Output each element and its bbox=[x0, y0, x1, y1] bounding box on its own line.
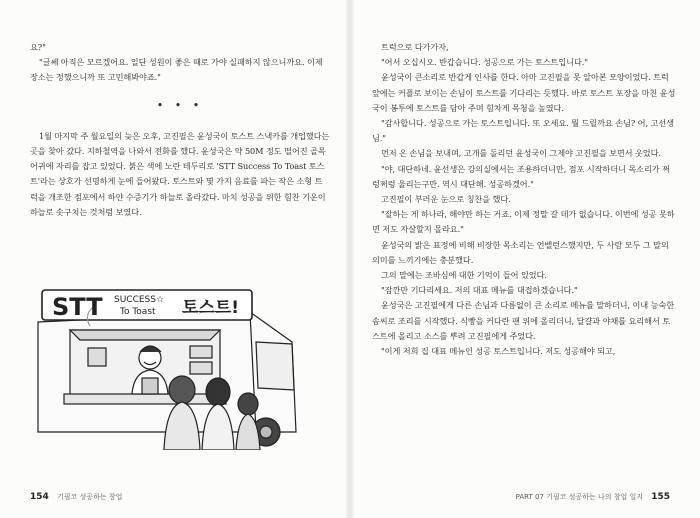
toast-truck-illustration bbox=[30, 282, 300, 450]
right-part-label: PART 07 기필코 성공하는 나의 창업 일지 bbox=[515, 493, 643, 501]
sign-korean: 토스트! bbox=[182, 298, 240, 318]
left-body-paragraph: 1월 마지막 주 월요일의 늦은 오후, 고진필은 윤성국이 토스트 스낵카를 개업했다는 곳을 찾아 갔다. 지하철역을 나와서 전화를 했다. 윤성국은 약 50M 정도 떨어진 골목 어귀에 자리를 잡고 있었다. 붉은 색에 노란 테두리로 'STT Success To Toast 토스트'라는 상호가 선명하게 눈에 들어왔다. 토스트와 몇 가지 음료를 파는 작은 소형 트럭을 개조한 점포에서 하얀 수증기가 하늘로 올라갔다. 마치 성공을 위한 힘찬 기운이 하늘로 솟구치는 것처럼 보였다. bbox=[30, 130, 330, 217]
right-paragraph: 윤성국이 큰소리로 반갑게 인사를 한다. 아마 고진필을 못 알아본 모양이었다. 트럭 앞에는 커플로 보이는 손님이 토스트를 기다리는 듯했다. 바로 토스트 포장을 마친 윤성국이 봉투에 토스트를 담아 주며 힘차게 목청을 높였다. bbox=[372, 72, 676, 113]
sign-success: SUCCESS☆ bbox=[114, 295, 165, 305]
left-running-title: 기필코 성공하는 창업 bbox=[57, 493, 123, 501]
right-paragraph: 그의 말에는 조바심에 대한 기억이 들어 있었다. bbox=[381, 270, 547, 281]
right-paragraph: 먼저 온 손님을 보내며, 고개를 돌리던 윤성국이 그제야 고진필을 보면서 웃었다. bbox=[381, 148, 661, 159]
right-paragraph: "야, 대단하네. 윤선생은 강의실에서는 조용하더니만, 점포 시작하더니 목소리가 쩌렁쩌렁 울리는구만. 역시 대단해. 성공하겠어." bbox=[372, 163, 670, 189]
left-line-1: 요?" bbox=[30, 42, 46, 52]
right-paragraph: 윤성국은 고진필에게 다른 손님과 다름없이 큰 소리로 메뉴를 말하더니, 이내 능숙한 솜씨로 조리를 시작했다. 식빵을 커다란 팬 위에 올리더니, 달걀과 야채를 요리해서 토스트에 올리고 소스를 뿌려 고진필에게 주었다. bbox=[372, 300, 675, 341]
sign-to-toast: To Toast bbox=[120, 307, 156, 317]
right-paragraph: 고진필이 부러운 눈으로 칭찬을 했다. bbox=[381, 194, 511, 205]
right-paragraph: 트럭으로 다가가자, bbox=[381, 42, 449, 52]
sign-stt: STT bbox=[52, 293, 103, 321]
right-paragraph: 윤성국의 밝은 표정에 비해 비장한 목소리는 언밸런스했지만, 두 사람 모두 그 말의 의미를 느끼기에는 충분했다. bbox=[372, 239, 669, 265]
right-page-number: 155 bbox=[651, 492, 670, 502]
left-page-number: 154 bbox=[30, 492, 49, 502]
left-footer bbox=[30, 492, 122, 502]
right-paragraph: "감사합니다. 성공으로 가는 토스트입니다. 또 오세요. 뭘 드릴까요 손님? 어, 고선생님." bbox=[372, 118, 674, 144]
right-paragraph: "이게 저희 집 대표 메뉴인 성공 토스트입니다. 저도 성공해야 되고, bbox=[381, 346, 616, 357]
right-footer bbox=[516, 492, 670, 502]
right-paragraph: "잘하는 게 하나라, 해야만 하는 거죠. 이제 정말 갈 데가 없습니다. 이번에 성공 못하면 저도 자살할지 몰라요." bbox=[372, 209, 675, 235]
left-line-2: "글쎄 아직은 모르겠어요. 일단 성원이 좋은 때로 가야 실패하지 않으니까요. 이제 장소는 정했으니까 또 고민해봐야죠." bbox=[30, 57, 323, 83]
right-paragraph: "잠깐만 기다리세요. 저의 대표 메뉴를 대접하겠습니다." bbox=[381, 285, 578, 296]
right-paragraph: "어서 오십시오. 반갑습니다. 성공으로 가는 토스트입니다." bbox=[381, 57, 588, 68]
left-page bbox=[30, 40, 330, 220]
book-gutter bbox=[346, 0, 354, 518]
section-separator: • • • bbox=[156, 98, 204, 112]
right-page bbox=[372, 40, 676, 359]
